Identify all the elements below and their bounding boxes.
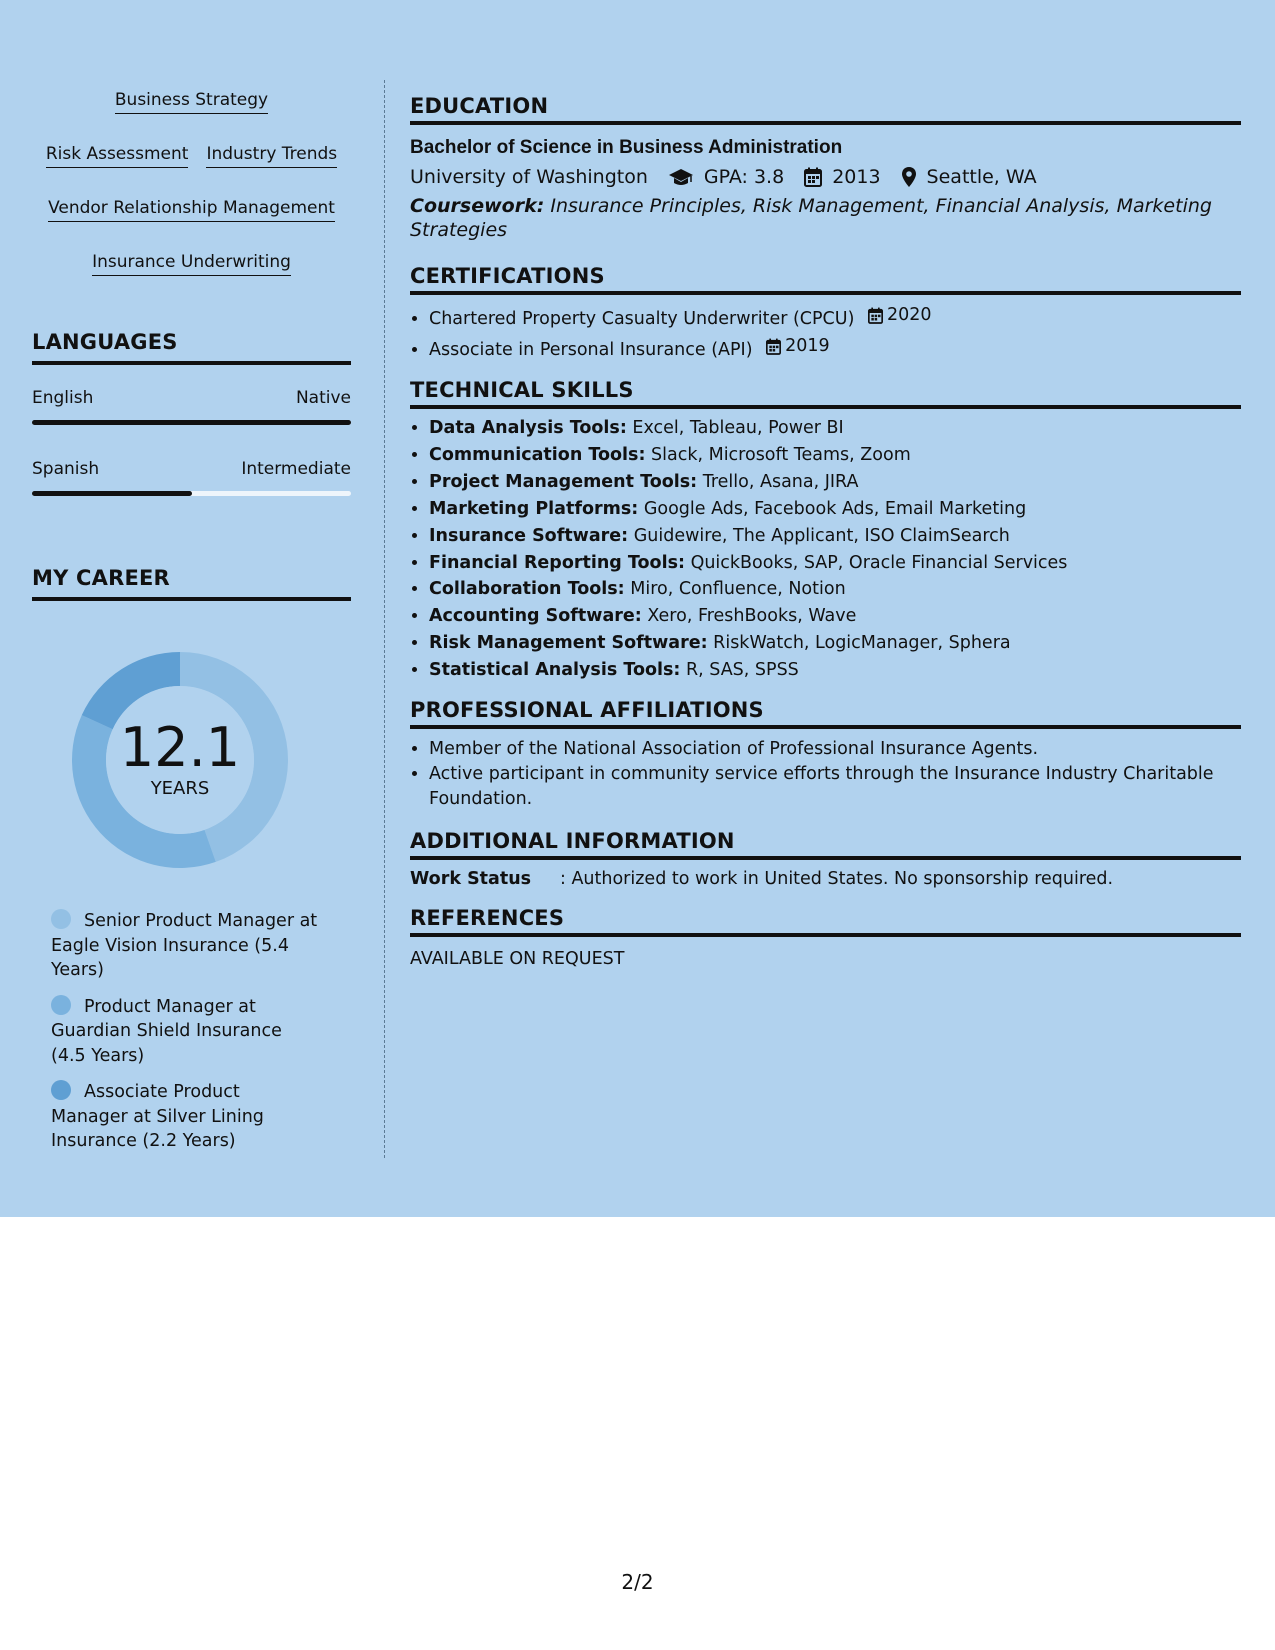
skill-category: Project Management Tools: [429,471,698,492]
calendar-icon [766,338,781,355]
certifications-title: CERTIFICATIONS [410,264,1241,295]
calendar-icon [804,167,822,187]
legend-dot [51,909,71,929]
skill-values: R, SAS, SPSS [680,660,799,681]
skill-category: Financial Reporting Tools: [429,552,685,573]
skill-tag: Risk Assessment [46,143,189,168]
degree-name: Bachelor of Science in Business Administration [410,137,843,158]
work-status-value: : Authorized to work in United States. No sponsorship required. [560,869,1114,890]
skill-item [429,550,1241,577]
language-bar-fill [32,420,351,425]
skill-item [429,469,1241,496]
skill-item [429,630,1241,657]
location-pin-icon [901,166,917,188]
legend-dot [51,1080,71,1100]
skill-values: Guidewire, The Applicant, ISO ClaimSearch [628,525,1010,546]
technical-skills-section [410,378,1241,684]
language-name: Spanish [32,459,100,479]
language-level: Intermediate [241,459,351,479]
references-section [410,906,1241,969]
skill-tag: Industry Trends [206,143,337,168]
coursework-list: Insurance Principles, Risk Management, Financial Analysis, Marketing Strategies [410,195,1212,241]
calendar-icon [868,307,883,324]
right-column [410,94,1241,969]
career-legend-label: Product Manager at Guardian Shield Insurance (4.5 Years) [51,996,282,1066]
career-legend-label: Senior Product Manager at Eagle Vision Insurance (5.4 Years) [51,911,318,980]
career-legend-item [51,995,321,1069]
skill-values: Excel, Tableau, Power BI [626,418,844,438]
school-location: Seattle, WA [926,166,1037,188]
gpa: GPA: 3.8 [703,166,785,188]
language-level: Native [295,388,351,408]
skill-item [429,657,1241,684]
skill-category: Risk Management Software: [429,633,708,654]
skill-tags [32,80,351,296]
skill-category: Marketing Platforms: [429,498,639,519]
skill-tag: Insurance Underwriting [92,251,291,276]
language-english [32,387,351,425]
certification-name: Chartered Property Casualty Underwriter (CPCU) [429,309,855,329]
references-text: AVAILABLE ON REQUEST [410,949,625,970]
language-spanish [32,458,351,496]
certifications-section [410,264,1241,364]
skill-item [429,603,1241,630]
legend-dot [51,995,71,1015]
affiliations-section [410,698,1241,812]
career-legend-item [51,1080,321,1154]
skill-values: Xero, FreshBooks, Wave [641,606,857,627]
skill-category: Insurance Software: [429,525,629,546]
left-column [32,80,351,1166]
skill-item [429,442,1241,469]
skill-category: Statistical Analysis Tools: [429,660,681,681]
career-legend-label: Associate Product Manager at Silver Lining Insurance (2.2 Years) [51,1082,264,1151]
language-name: English [32,388,94,408]
skill-item [429,415,1241,442]
school-name: University of Washington [410,166,648,188]
skill-tag: Business Strategy [115,89,268,114]
affiliations-list [410,736,1241,812]
language-bar [32,491,351,496]
language-bar [32,420,351,425]
skill-category: Data Analysis Tools: [429,418,627,438]
education-details [410,164,1241,190]
work-status [410,869,1241,889]
certification-name: Associate in Personal Insurance (API) [429,340,753,360]
affiliation-item: • Active participant in community service efforts through the Insurance Industry Charitable Foundation. [429,762,1241,812]
skill-category: Communication Tools: [429,444,646,465]
column-divider [384,80,385,1158]
certification-year: 2020 [887,305,932,325]
additional-section [410,829,1241,889]
language-bar-fill [32,491,192,496]
career-title: MY CAREER [32,566,351,601]
skill-values: RiskWatch, LogicManager, Sphera [707,633,1011,654]
coursework-label: Coursework: [410,195,545,217]
skill-values: Miro, Confluence, Notion [624,579,846,600]
graduation-year: 2013 [832,166,881,188]
career-legend-item [51,909,321,983]
career-donut [65,645,295,875]
graduation-cap-icon [668,167,694,187]
skill-item [429,496,1241,523]
career-legend [51,909,321,1154]
certification-year: 2019 [785,336,830,356]
affiliations-title: PROFESSIONAL AFFILIATIONS [410,698,1241,729]
skill-category: Accounting Software: [429,606,642,627]
languages-title: LANGUAGES [32,330,351,365]
certification-item [429,333,1241,364]
skill-item [429,523,1241,550]
coursework [410,194,1241,242]
donut-center [65,645,295,875]
affiliation-item: • Member of the National Association of Professional Insurance Agents. [429,736,1241,762]
education-title: EDUCATION [410,94,1241,125]
technical-skills-title: TECHNICAL SKILLS [410,378,1241,409]
work-status-label: Work Status [410,869,532,890]
skill-values: QuickBooks, SAP, Oracle Financial Services [685,552,1068,573]
career-total-unit: YEARS [150,778,210,799]
references-title: REFERENCES [410,906,1241,937]
page-number: 2/2 [621,1570,654,1594]
skill-category: Collaboration Tools: [429,579,625,600]
certification-item [429,302,1241,333]
career-total-years: 12.1 [119,716,241,779]
certifications-list [410,302,1241,364]
skill-values: Google Ads, Facebook Ads, Email Marketing [638,498,1027,519]
skill-tag: Vendor Relationship Management [48,197,335,222]
skill-item [429,576,1241,603]
skill-values: Trello, Asana, JIRA [697,471,859,492]
skill-values: Slack, Microsoft Teams, Zoom [645,444,911,465]
technical-skills-list [410,415,1241,684]
additional-title: ADDITIONAL INFORMATION [410,829,1241,860]
